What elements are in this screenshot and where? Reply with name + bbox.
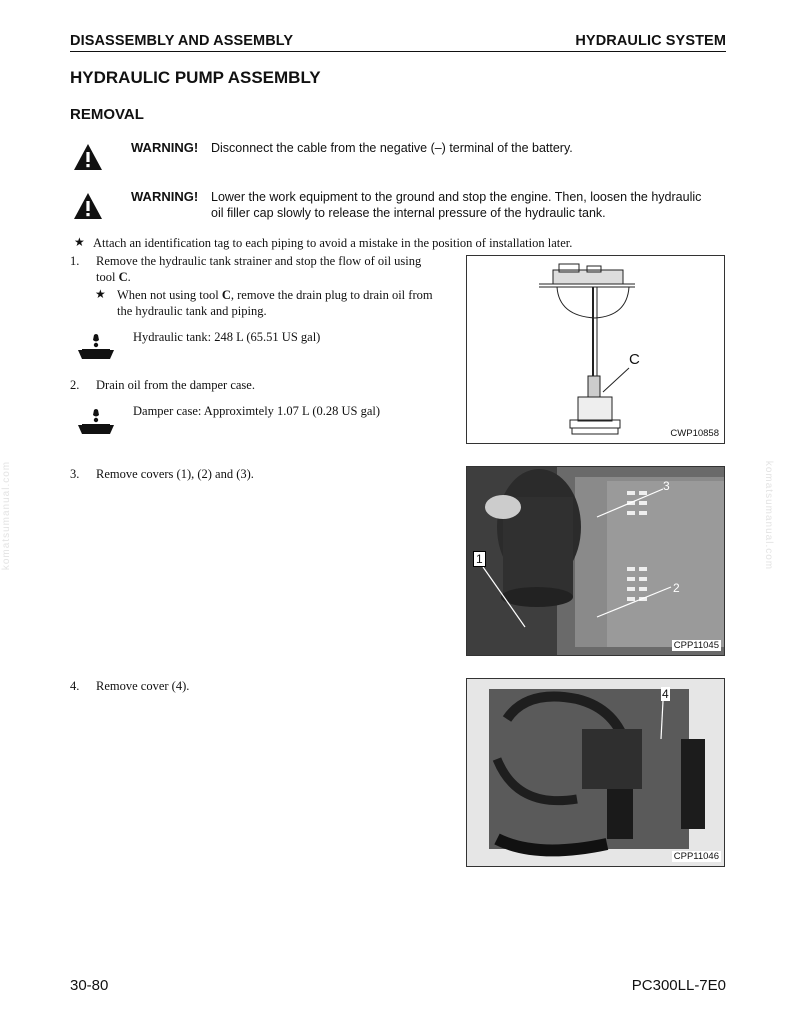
callout-label: 1 bbox=[473, 551, 486, 567]
figure-covers-photo bbox=[466, 466, 725, 656]
warning-text-line2: oil filler cap slowly to release the internal pressure of the hydraulic tank. bbox=[211, 206, 606, 220]
step-text-fragment: . bbox=[127, 270, 131, 284]
step-note-line2: the hydraulic tank and piping. bbox=[117, 304, 267, 318]
callout-label: C bbox=[629, 351, 640, 368]
step-number: 1. bbox=[70, 254, 80, 268]
header-section-title: DISASSEMBLY AND ASSEMBLY bbox=[70, 33, 294, 49]
covers-photo-illustration bbox=[467, 467, 724, 655]
watermark-right: komatsumanual.com bbox=[763, 460, 775, 571]
header-system-title: HYDRAULIC SYSTEM bbox=[575, 33, 726, 49]
step-number: 2. bbox=[70, 378, 80, 392]
step-text: Remove cover (4). bbox=[96, 679, 190, 693]
oil-capacity-icon bbox=[77, 333, 115, 361]
figure-code: CWP10858 bbox=[670, 428, 719, 439]
star-icon: ★ bbox=[95, 287, 106, 301]
warning-label: WARNING! bbox=[131, 189, 199, 204]
step-text: Drain oil from the damper case. bbox=[96, 378, 255, 392]
step-text: Remove covers (1), (2) and (3). bbox=[96, 467, 254, 481]
callout-label: 3 bbox=[663, 479, 670, 493]
step-text-line2 bbox=[96, 269, 131, 285]
capacity-text: Damper case: Approximtely 1.07 L (0.28 US gal) bbox=[133, 404, 381, 418]
header-rule bbox=[70, 51, 726, 52]
step-text-fragment: tool bbox=[96, 270, 119, 284]
capacity-text: Hydraulic tank: 248 L (65.51 US gal) bbox=[133, 330, 321, 344]
section-heading: REMOVAL bbox=[70, 106, 144, 123]
figure-cover4-photo bbox=[466, 678, 725, 867]
step-note-fragment: When not using tool bbox=[117, 288, 222, 302]
note-text: Attach an identification tag to each piping to avoid a mistake in the position of installation later. bbox=[93, 236, 573, 250]
step-note-fragment: , remove the drain plug to drain oil from bbox=[230, 288, 433, 302]
warning-label: WARNING! bbox=[131, 140, 199, 155]
tool-label: C bbox=[118, 270, 128, 284]
oil-capacity-icon bbox=[77, 408, 115, 436]
warning-triangle-icon bbox=[73, 143, 103, 171]
tool-label: C bbox=[221, 288, 231, 302]
figure-code: CPP11045 bbox=[673, 640, 719, 651]
watermark-left: komatsumanual.com bbox=[1, 460, 13, 571]
step-number: 4. bbox=[70, 679, 80, 693]
warning-text: Disconnect the cable from the negative (–) terminal of the battery. bbox=[211, 141, 573, 155]
cover4-photo-illustration bbox=[467, 679, 724, 866]
model-number: PC300LL-7E0 bbox=[631, 977, 726, 994]
callout-label: 2 bbox=[673, 581, 680, 595]
figure-code: CPP11046 bbox=[673, 851, 719, 862]
step-note-line1 bbox=[117, 287, 433, 303]
warning-triangle-icon bbox=[73, 192, 103, 220]
step-number: 3. bbox=[70, 467, 80, 481]
page-title: HYDRAULIC PUMP ASSEMBLY bbox=[70, 68, 321, 87]
step-text-line1: Remove the hydraulic tank strainer and stop the flow of oil using bbox=[96, 254, 422, 268]
star-icon: ★ bbox=[74, 235, 85, 249]
figure-tank-strainer bbox=[466, 255, 725, 444]
warning-text-line1: Lower the work equipment to the ground and stop the engine. Then, loosen the hydraulic bbox=[211, 190, 702, 204]
page-number: 30-80 bbox=[70, 977, 109, 994]
callout-label: 4 bbox=[662, 687, 669, 701]
strainer-drawing bbox=[467, 256, 724, 443]
